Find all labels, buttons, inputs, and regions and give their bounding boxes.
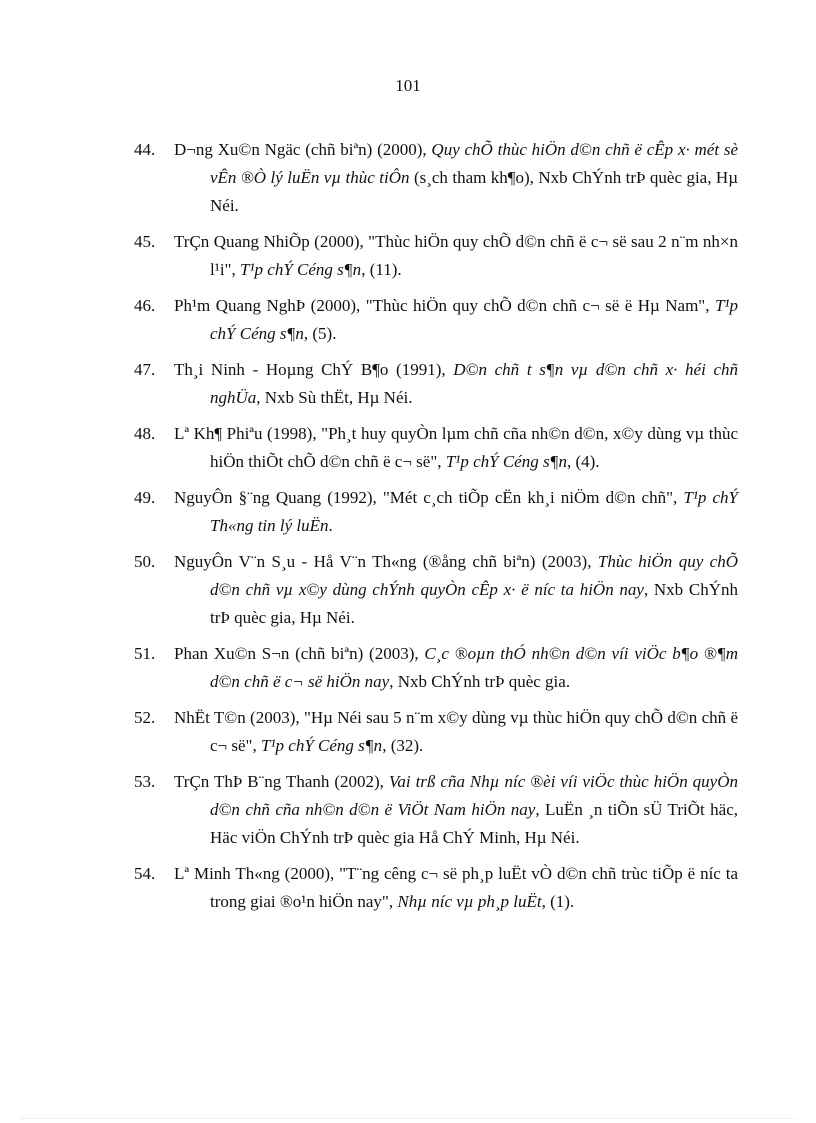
reference-number: 52. (134, 708, 156, 727)
reference-number: 46. (134, 296, 156, 315)
reference-segment: Phan Xu©n S¬n (chñ biªn) (2003), (174, 644, 425, 663)
reference-segment: . (328, 516, 333, 535)
reference-text (174, 548, 738, 632)
reference-segment: , Nxb Sù thËt, Hµ Néi. (256, 388, 413, 407)
reference-item (134, 548, 738, 632)
reference-segment: , (32). (382, 736, 424, 755)
reference-title: Quy chÕ thùc hiÖn d©n chñ ë cÊp x· mét sè vÊn ®Ò lý luËn vµ thùc tiÔn (210, 140, 738, 187)
reference-item (134, 484, 738, 540)
reference-text (174, 704, 738, 760)
reference-segment: TrÇn ThÞ B¨ng Thanh (2002), (174, 772, 389, 791)
reference-title: D©n chñ t s¶n vµ d©n chñ x· héi chñ nghÜa (210, 360, 738, 407)
reference-title: T¹p chÝ Céng s¶n (260, 736, 383, 755)
reference-segment: , LuËn ¸n tiÕn sÜ TriÕt häc, Häc viÖn ChÝnh trÞ quèc gia Hå ChÝ Minh, Hµ Néi. (210, 800, 738, 847)
reference-number: 51. (134, 644, 156, 663)
reference-segment: NhËt T©n (2003), "Hµ Néi sau 5 n¨m x©y dùng vµ thùc hiÖn quy chÕ d©n chñ ë c¬ së", (174, 708, 738, 755)
reference-text (174, 356, 738, 412)
reference-number: 48. (134, 424, 156, 443)
reference-number: 50. (134, 552, 156, 571)
reference-title: T¹p chÝ Céng s¶n (239, 260, 362, 279)
reference-text (174, 768, 738, 852)
page-footer-rule (20, 1118, 796, 1119)
reference-segment: , (4). (566, 452, 600, 471)
reference-number: 47. (134, 360, 156, 379)
reference-number: 53. (134, 772, 156, 791)
reference-title: Thùc hiÖn quy chÕ d©n chñ vµ x©y dùng chÝnh quyÒn cÊp x· ë níc ta hiÖn nay (210, 552, 738, 599)
reference-segment: Lª Minh Th«ng (2000), "T¨ng cêng c¬ së ph¸p luËt vÒ d©n chñ trùc tiÕp ë níc ta trong giai ®o¹n hiÖn nay", (174, 864, 738, 911)
reference-item (134, 228, 738, 284)
reference-segment: , (11). (361, 260, 402, 279)
reference-list (134, 136, 738, 924)
reference-title: C¸c ®oµn thÓ nh©n d©n víi viÖc b¶o ®¶m d©n chñ ë c¬ së hiÖn nay (210, 644, 738, 691)
reference-segment: , (1). (541, 892, 575, 911)
reference-segment: D¬ng Xu©n Ngäc (chñ biªn) (2000), (174, 140, 432, 159)
reference-text (174, 292, 738, 348)
reference-title: Nhµ níc vµ ph¸p luËt (397, 892, 542, 911)
reference-title: T¹p chÝ Céng s¶n (445, 452, 567, 471)
reference-item (134, 136, 738, 220)
reference-segment: NguyÔn §¨ng Quang (1992), "Mét c¸ch tiÕp cËn kh¸i niÖm d©n chñ", (174, 488, 684, 507)
reference-segment: , Nxb ChÝnh trÞ quèc gia. (389, 672, 571, 691)
reference-segment: Th¸i Ninh - Hoµng ChÝ B¶o (1991), (174, 360, 454, 379)
reference-item (134, 420, 738, 476)
reference-number: 45. (134, 232, 156, 251)
reference-segment: (s¸ch tham kh¶o), Nxb ChÝnh trÞ quèc gia, Hµ Néi. (210, 168, 738, 215)
reference-title: T¹p chÝ Th«ng tin lý luËn (210, 488, 738, 535)
reference-text (174, 136, 738, 220)
reference-number: 54. (134, 864, 156, 883)
reference-item (134, 860, 738, 916)
reference-number: 44. (134, 140, 156, 159)
reference-segment: , (5). (303, 324, 337, 343)
reference-item (134, 292, 738, 348)
reference-segment: NguyÔn V¨n S¸u - Hå V¨n Th«ng (®ång chñ biªn) (2003), (174, 552, 598, 571)
reference-item (134, 356, 738, 412)
page-number: 101 (395, 76, 421, 95)
reference-segment: Ph¹m Quang NghÞ (2000), "Thùc hiÖn quy chÕ d©n chñ c¬ së ë Hµ Nam", (174, 296, 715, 315)
reference-item (134, 768, 738, 852)
reference-text (174, 640, 738, 696)
reference-segment: , Nxb ChÝnh trÞ quèc gia, Hµ Néi. (210, 580, 738, 627)
reference-number: 49. (134, 488, 156, 507)
reference-item (134, 704, 738, 760)
reference-item (134, 640, 738, 696)
reference-segment: Lª Kh¶ Phiªu (1998), "Ph¸t huy quyÒn lµm chñ cña nh©n d©n, x©y dùng vµ thùc hiÖn thiÕt chÕ d©n chñ ë c¬ së", (174, 424, 738, 471)
reference-text (174, 228, 738, 284)
reference-text (174, 420, 738, 476)
reference-title: T¹p chÝ Céng s¶n (210, 296, 738, 343)
reference-title: Vai trß cña Nhµ níc ®èi víi viÖc thùc hiÖn quyÒn d©n chñ cña nh©n d©n ë ViÖt Nam hiÖn nay (210, 772, 738, 819)
reference-segment: TrÇn Quang NhiÕp (2000), "Thùc hiÖn quy chÕ d©n chñ ë c¬ së sau 2 n¨m nh×n l¹i", (174, 232, 738, 279)
reference-text (174, 484, 738, 540)
reference-text (174, 860, 738, 916)
